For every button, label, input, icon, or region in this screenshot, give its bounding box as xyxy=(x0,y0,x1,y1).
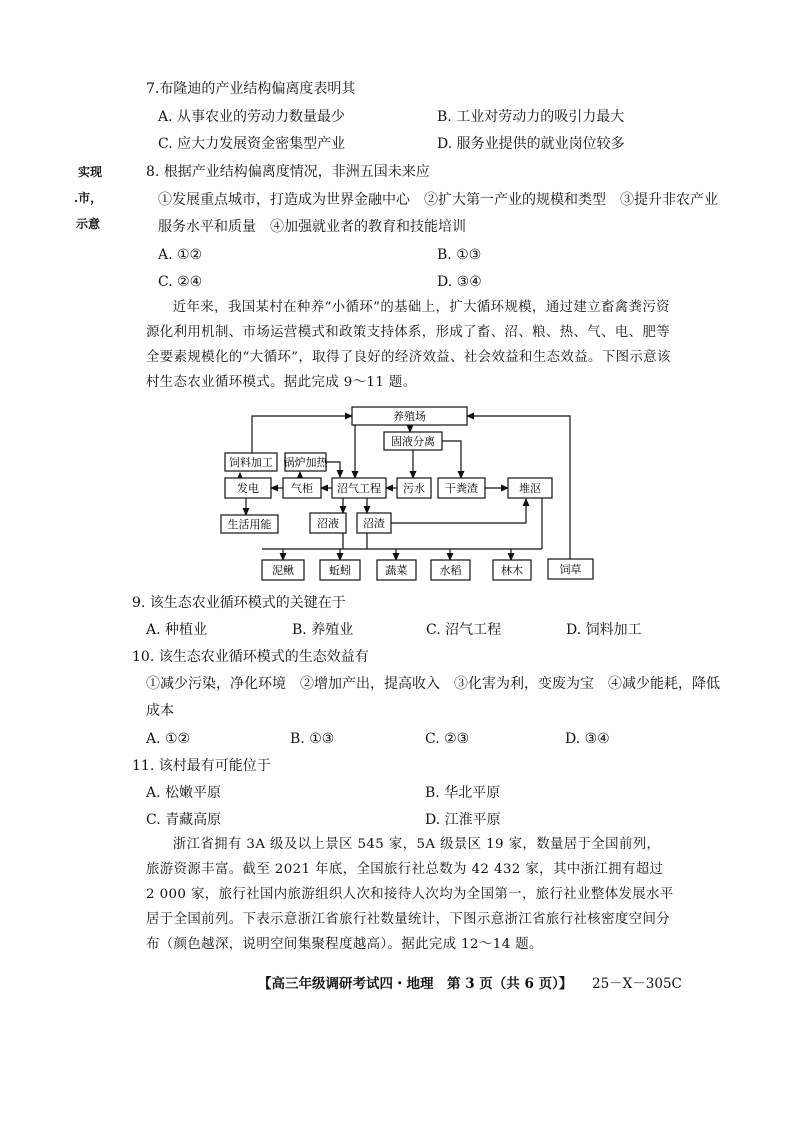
q9-option-a: A. 种植业 xyxy=(146,622,208,638)
svg-text:堆沤: 堆沤 xyxy=(519,482,541,495)
svg-text:蔬菜: 蔬菜 xyxy=(385,564,408,577)
q8-option-a: A. ①② xyxy=(158,247,203,263)
node-earthworm xyxy=(320,560,360,580)
node-separation xyxy=(384,432,442,450)
footer-code: 25－X－305C xyxy=(592,976,682,992)
node-forest xyxy=(493,560,531,580)
node-domestic-energy xyxy=(221,515,278,533)
q7-option-b: B. 工业对劳动力的吸引力最大 xyxy=(437,109,625,125)
node-loach xyxy=(262,560,304,580)
q9-option-b: B. 养殖业 xyxy=(292,622,354,638)
q11-option-c: C. 青藏高原 xyxy=(146,812,222,828)
svg-text:锅炉加热: 锅炉加热 xyxy=(283,456,328,469)
side-note-3: 示意 xyxy=(76,217,101,231)
q11-option-b: B. 华北平原 xyxy=(425,785,501,801)
svg-text:养殖场: 养殖场 xyxy=(393,410,426,423)
node-power xyxy=(225,478,271,498)
q8-option-b: B. ①③ xyxy=(437,247,482,263)
svg-text:生活用能: 生活用能 xyxy=(227,518,272,531)
node-gas-holder xyxy=(283,478,321,498)
svg-text:沼液: 沼液 xyxy=(317,517,339,530)
svg-text:固液分离: 固液分离 xyxy=(391,435,435,448)
node-slurry xyxy=(310,513,346,533)
svg-text:饲草: 饲草 xyxy=(559,563,582,576)
node-breeding xyxy=(352,407,467,425)
side-note-1: 实现 xyxy=(78,165,103,179)
svg-text:饲料加工: 饲料加工 xyxy=(229,456,273,469)
q9-stem: 9. 该生态农业循环模式的关键在于 xyxy=(132,595,346,611)
node-residue xyxy=(357,513,391,533)
svg-text:气柜: 气柜 xyxy=(291,482,313,495)
svg-text:蚯蚓: 蚯蚓 xyxy=(329,564,351,577)
svg-text:干粪渣: 干粪渣 xyxy=(445,482,478,495)
svg-text:发电: 发电 xyxy=(237,482,259,495)
q10-option-a: A. ①② xyxy=(146,731,191,747)
q8-stem: 8. 根据产业结构偏离度情况，非洲五国未来应 xyxy=(146,164,430,180)
q8-items-line1: ①发展重点城市，打造成为世界金融中心 ②扩大第一产业的规模和类型 ③提升非农产业 xyxy=(158,192,718,208)
node-biogas xyxy=(332,478,386,498)
q8-option-d: D. ③④ xyxy=(437,274,482,290)
q11-option-a: A. 松嫩平原 xyxy=(146,785,222,801)
q8-option-c: C. ②④ xyxy=(158,274,203,290)
q8-items-line2: 服务水平和质量 ④加强就业者的教育和技能培训 xyxy=(158,219,466,235)
q7-stem: 7.布隆迪的产业结构偏离度表明其 xyxy=(146,81,356,97)
svg-text:林木: 林木 xyxy=(501,564,523,577)
q9-option-d: D. 饲料加工 xyxy=(566,622,642,638)
svg-text:泥鳅: 泥鳅 xyxy=(272,564,294,577)
q10-stem: 10. 该生态农业循环模式的生态效益有 xyxy=(132,649,369,665)
q11-stem: 11. 该村最有可能位于 xyxy=(132,758,271,774)
footer-title: 【高三年级调研考试四・地理 第 3 页（共 6 页）】 xyxy=(258,976,573,992)
side-note-2: .市， xyxy=(74,191,103,205)
node-boiler xyxy=(284,453,329,471)
node-compost xyxy=(508,478,552,498)
svg-text:污水: 污水 xyxy=(403,482,425,495)
node-feed-processing xyxy=(225,453,277,471)
q9-option-c: C. 沼气工程 xyxy=(426,622,502,638)
q11-option-d: D. 江淮平原 xyxy=(425,812,501,828)
node-sewage xyxy=(397,478,431,498)
q10-items-line2: 成本 xyxy=(146,703,174,719)
svg-text:沼气工程: 沼气工程 xyxy=(337,482,381,495)
q10-option-d: D. ③④ xyxy=(565,731,610,747)
q10-option-c: C. ②③ xyxy=(425,731,470,747)
q7-option-c: C. 应大力发展资金密集型产业 xyxy=(158,136,346,152)
node-rice xyxy=(431,560,470,580)
q7-option-a: A. 从事农业的劳动力数量最少 xyxy=(158,109,346,125)
svg-text:水稻: 水稻 xyxy=(439,564,462,577)
q10-option-b: B. ①③ xyxy=(290,731,335,747)
node-dry-manure xyxy=(438,478,485,498)
passage-2: 浙江省拥有 3A 级及以上景区 545 家，5A 级景区 19 家，数量居于全国前列，旅游资源丰富。截至 2021 年底，全国旅行社总数为 42 432 家，其中浙江拥有超过 2 000 家，旅行社国内旅游组织人次和接待人次均为全国第一，旅行社业整体发展水平居于全国前列。下表示意浙江省旅行社数量统计，下图示意浙江省旅行社核密度空间分布（颜色越深，说明空间集聚程度越高）。据此完成 12～14 题。 xyxy=(146,837,674,952)
passage-1: 近年来，我国某村在种养“小循环”的基础上，扩大循环规模，通过建立畜禽粪污资源化利用机制、市场运营模式和政策支持体系，形成了畜、沼、粮、热、气、电、肥等全要素规模化的“大循环”，取得了良好的经济效益、社会效益和生态效益。下图示意该村生态农业循环模式。据此完成 9～11 题。 xyxy=(146,300,671,390)
q10-items-line1: ①减少污染，净化环境 ②增加产出，提高收入 ③化害为利，变废为宝 ④减少能耗，降低 xyxy=(146,676,720,692)
svg-text:沼渣: 沼渣 xyxy=(363,517,385,530)
node-vegetables xyxy=(377,560,416,580)
q7-option-d: D. 服务业提供的就业岗位较多 xyxy=(437,136,625,152)
node-forage xyxy=(548,559,593,579)
